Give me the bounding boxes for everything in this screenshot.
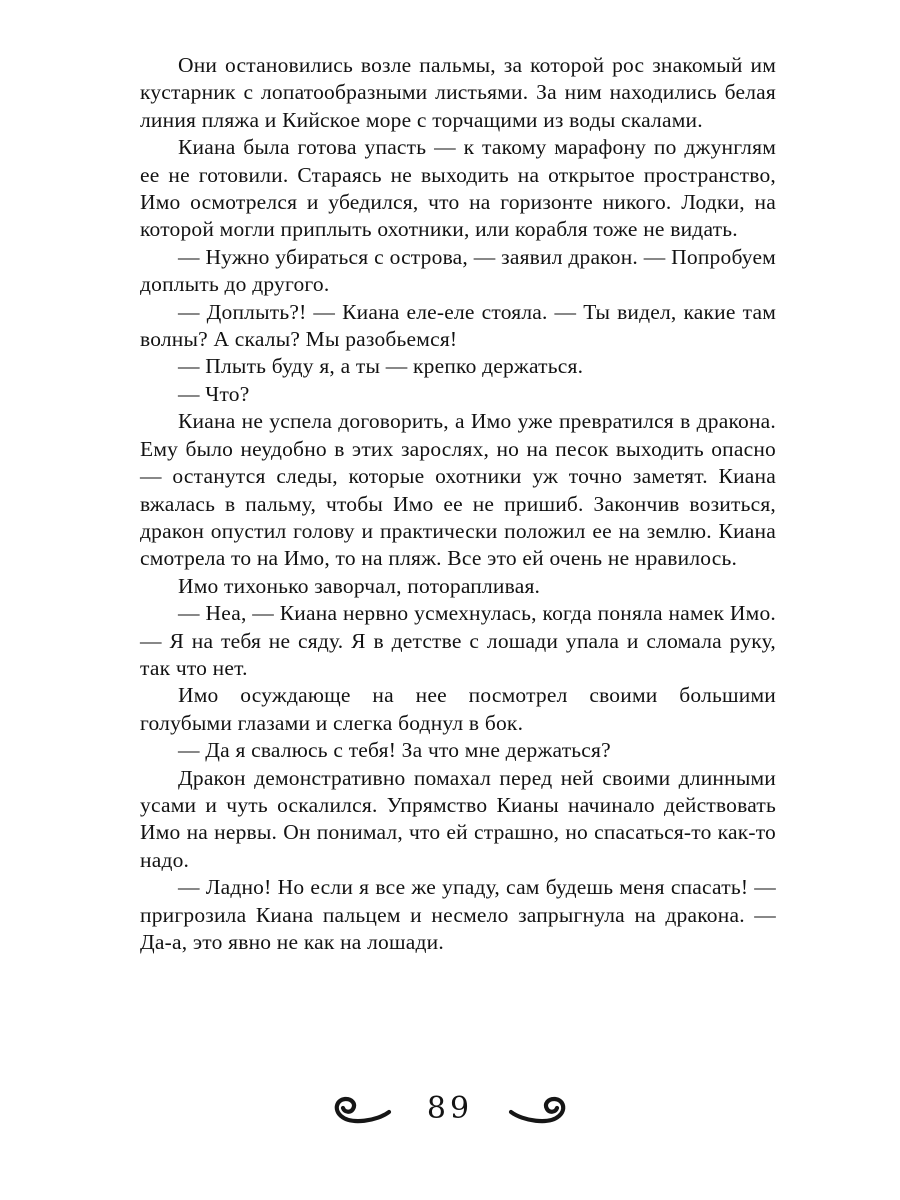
page-number: 89 — [426, 1091, 474, 1126]
paragraph: — Что? — [178, 381, 250, 406]
paragraph: — Да я свалюсь с тебя! За что мне держаться? — [178, 738, 611, 763]
page-text-block — [140, 52, 776, 956]
page-footer — [0, 1091, 900, 1128]
swirl-flourish-left-icon — [331, 1094, 393, 1128]
paragraph: — Плыть буду я, а ты — крепко держаться. — [178, 354, 584, 379]
paragraph: Они остановились возле пальмы, за которой рос знакомый им кустарник с лопатообразными листьями. За ним находились белая линия пляжа и Кийское море с торчащими из воды скалами. — [140, 53, 776, 132]
paragraph: Киана была готова упасть — к такому марафону по джунглям ее не готовили. Стараясь не выходить на открытое пространство, Имо осмотрелся и убедился, что на горизонте никого. Лодки, на которой могли приплыть охотники, или корабля тоже не видать. — [140, 135, 776, 242]
paragraph: — Нужно убираться с острова, — заявил дракон. — Попробуем доплыть до другого. — [140, 244, 776, 297]
paragraph: — Неа, — Киана нервно усмехнулась, когда поняла намек Имо. — Я на тебя не сяду. Я в детстве с лошади упала и сломала руку, так что нет. — [140, 601, 776, 680]
paragraph: — Ладно! Но если я все же упаду, сам будешь меня спасать! — пригрозила Киана пальцем и несмело запрыгнула на дракона. — Да-а, это явно не как на лошади. — [140, 875, 776, 954]
paragraph: Дракон демонстративно помахал перед ней своими длинными усами и чуть оскалился. Упрямство Кианы начинало действовать Имо на нервы. Он понимал, что ей страшно, но спасаться-то как-то надо. — [140, 765, 776, 872]
swirl-flourish-right-icon — [507, 1094, 569, 1128]
paragraph: Имо осуждающе на нее посмотрел своими большими голубыми глазами и слегка боднул в бок. — [140, 683, 776, 735]
paragraph: Имо тихонько заворчал, поторапливая. — [178, 573, 541, 598]
paragraph: Киана не успела договорить, а Имо уже превратился в дракона. Ему было неудобно в этих зарослях, но на песок выходить опасно — останутся следы, которые охотники уж точно заметят. Киана вжалась в пальму, чтобы Имо ее не пришиб. Закончив возиться, дракон опустил голову и практически положил ее на землю. Киана смотрела то на Имо, то на пляж. Все это ей очень не нравилось. — [140, 409, 776, 571]
paragraph: — Доплыть?! — Киана еле-еле стояла. — Ты видел, какие там волны? А скалы? Мы разобьемся! — [140, 299, 776, 352]
